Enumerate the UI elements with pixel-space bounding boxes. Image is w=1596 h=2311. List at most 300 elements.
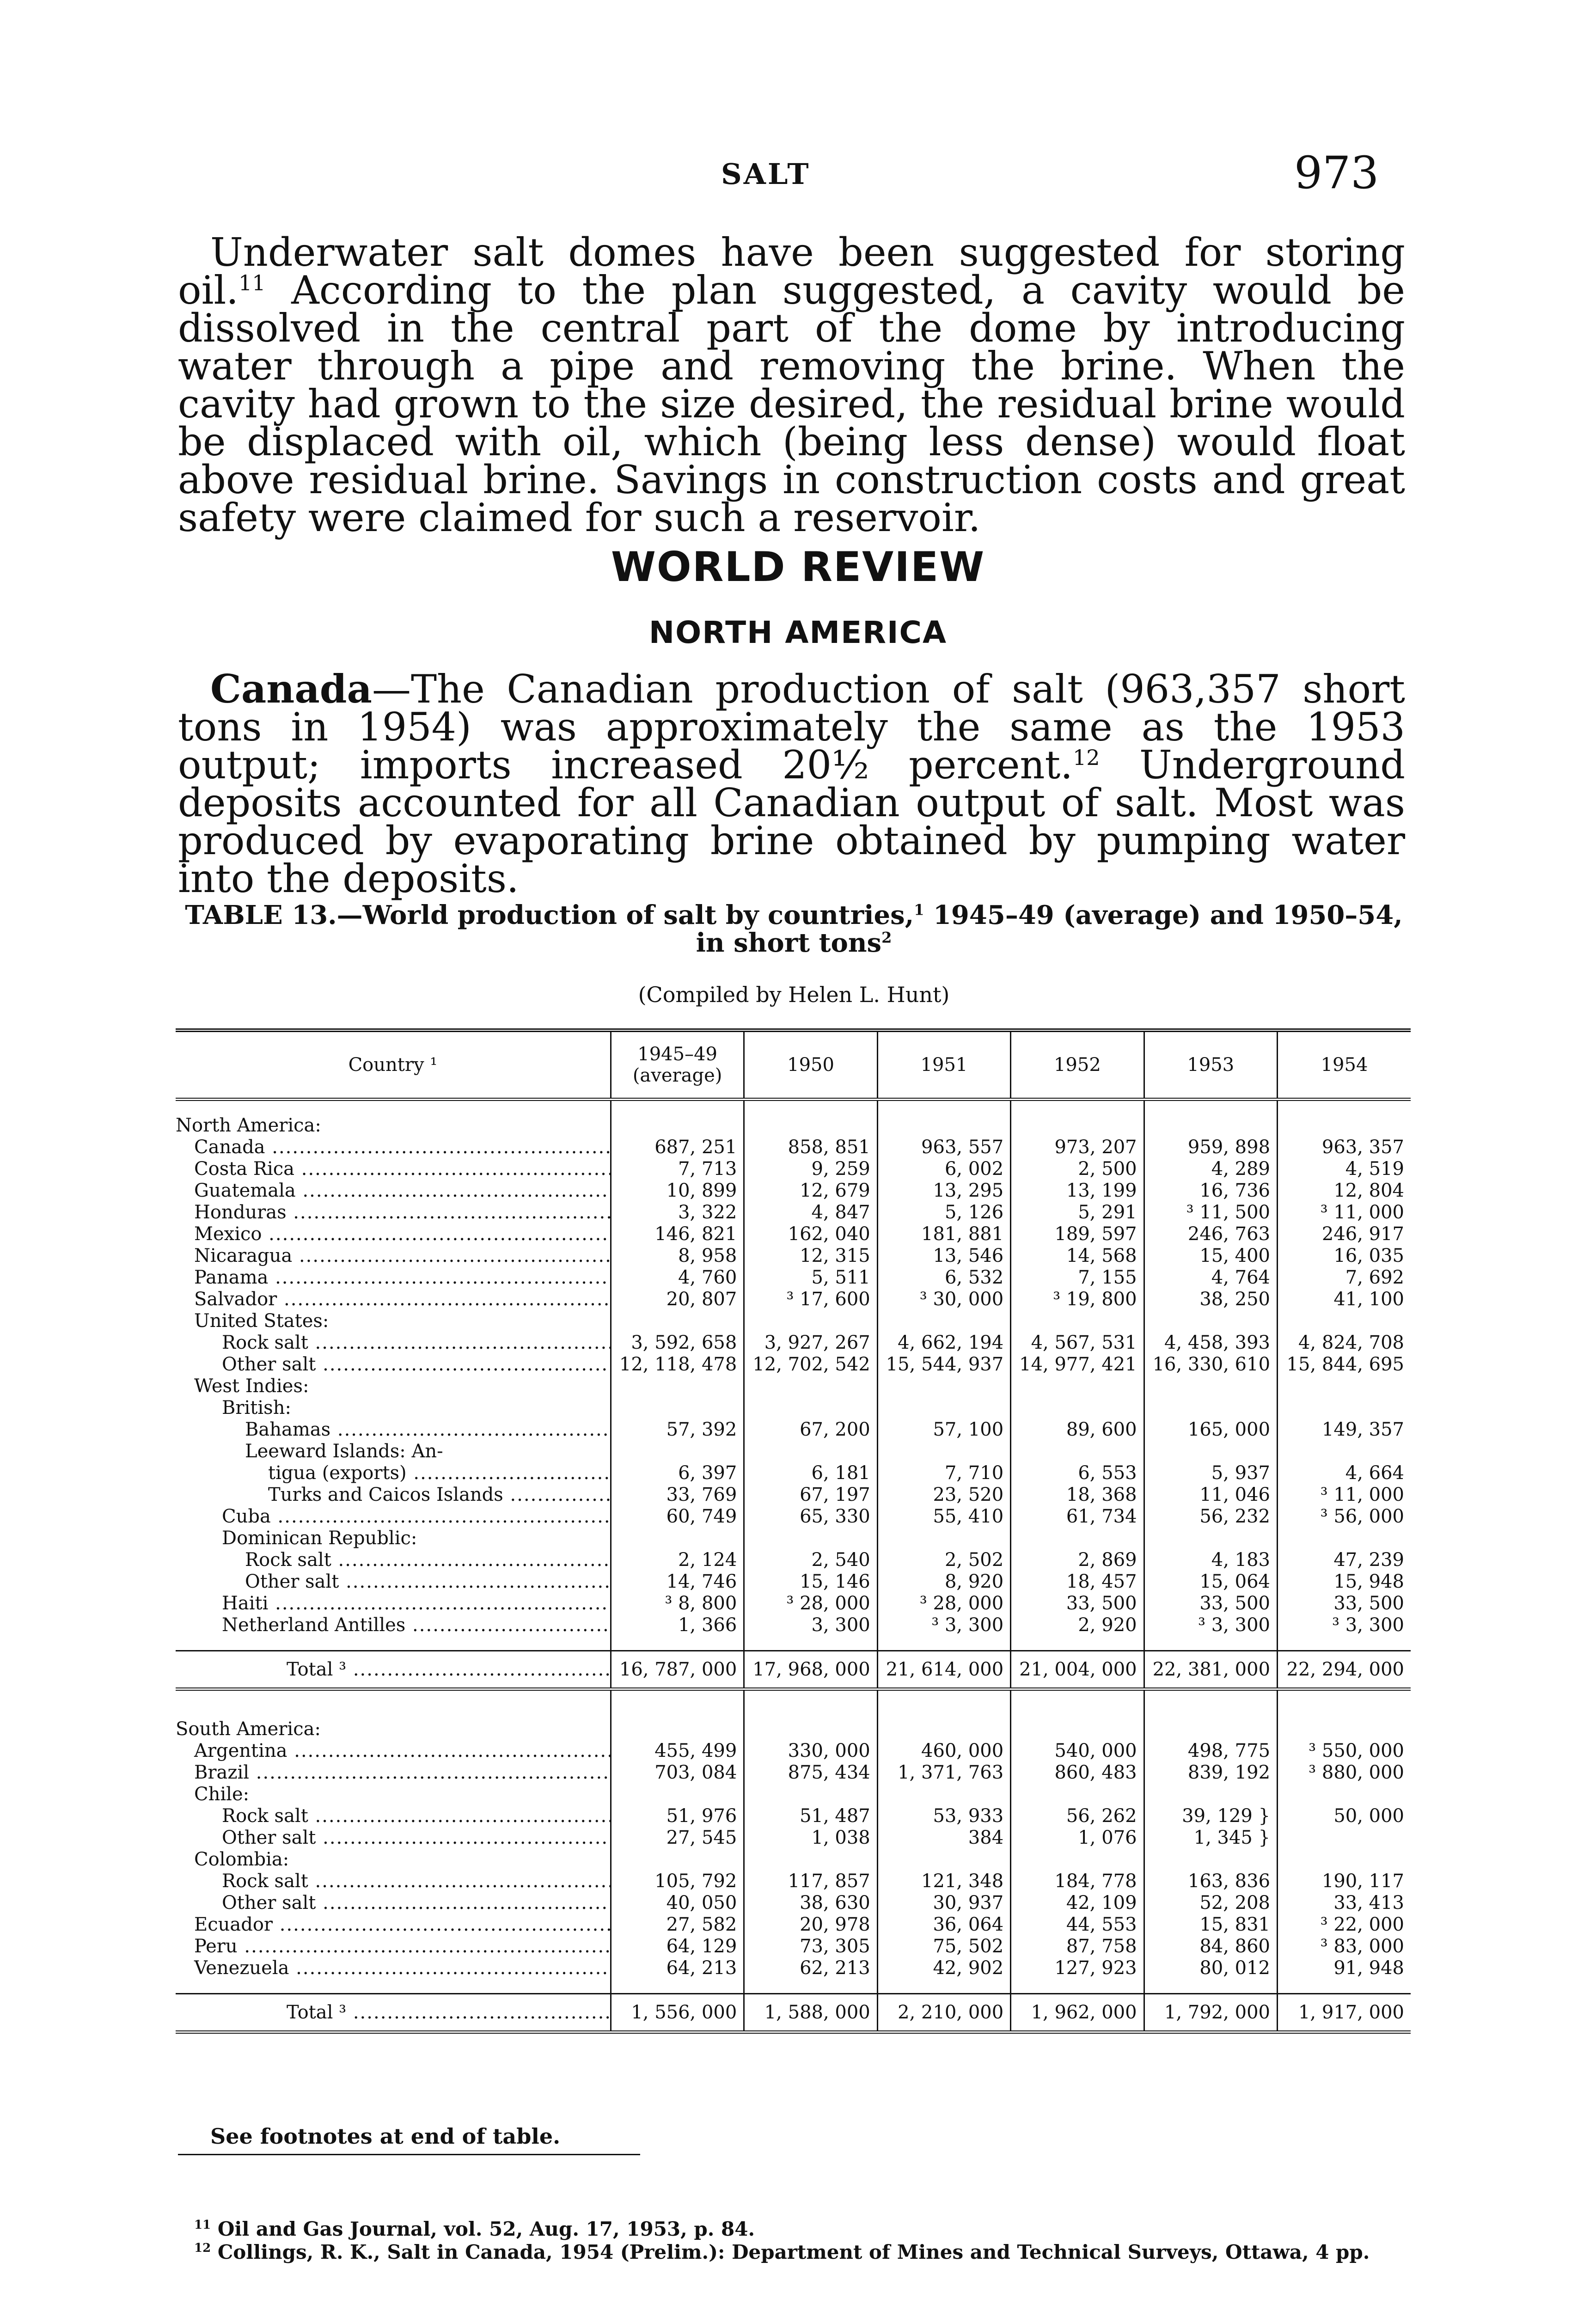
- footnote-11-num: 11: [194, 2218, 211, 2232]
- row-label-text: Total ³ .....: [287, 2002, 611, 2023]
- value-cell: [1011, 1718, 1144, 1740]
- value-cell: 3, 927, 267: [744, 1332, 877, 1354]
- value-cell: 16, 330, 610: [1144, 1354, 1277, 1376]
- value-cell: ³ 8, 800: [611, 1593, 744, 1614]
- spacer-row: [176, 1100, 1411, 1115]
- row-label: [176, 1957, 611, 1979]
- table-header-row: [176, 1030, 1411, 1100]
- group-heading-row: [176, 1376, 1411, 1397]
- row-label: [176, 1376, 611, 1397]
- value-cell: 1, 588, 000: [744, 1994, 877, 2032]
- row-label-text: tigua (exports) .....: [268, 1462, 611, 1484]
- value-cell: [877, 1376, 1010, 1397]
- value-cell: [611, 1718, 744, 1740]
- row-label-text: Total ³ .....: [287, 1659, 611, 1680]
- row-label: [176, 1419, 611, 1441]
- table-row: [176, 1202, 1411, 1223]
- value-cell: 64, 129: [611, 1936, 744, 1957]
- value-cell: 27, 582: [611, 1914, 744, 1936]
- row-label: [176, 1115, 611, 1137]
- value-cell: [611, 1441, 744, 1462]
- value-cell: 6, 002: [877, 1158, 1010, 1180]
- value-cell: 14, 568: [1011, 1245, 1144, 1267]
- value-cell: [611, 1849, 744, 1871]
- row-label-text: British:: [222, 1397, 291, 1418]
- value-cell: [744, 1115, 877, 1137]
- value-cell: [1278, 1784, 1411, 1805]
- row-label: [176, 1289, 611, 1310]
- value-cell: 165, 000: [1144, 1419, 1277, 1441]
- row-label: [176, 1740, 611, 1762]
- table-row: [176, 1354, 1411, 1376]
- value-cell: 42, 109: [1011, 1892, 1144, 1914]
- value-cell: 75, 502: [877, 1936, 1010, 1957]
- footnote-ref-12[interactable]: 12: [1072, 745, 1100, 770]
- row-label: [176, 1528, 611, 1549]
- value-cell: [611, 1784, 744, 1805]
- value-cell: 12, 679: [744, 1180, 877, 1202]
- group-heading-row: [176, 1528, 1411, 1549]
- row-label: [176, 1484, 611, 1506]
- value-cell: 1, 345 }: [1144, 1827, 1277, 1849]
- value-cell: [611, 1310, 744, 1332]
- value-cell: 4, 760: [611, 1267, 744, 1289]
- value-cell: 460, 000: [877, 1740, 1010, 1762]
- row-label-text: Other salt .....: [222, 1827, 611, 1848]
- value-cell: 15, 831: [1144, 1914, 1277, 1936]
- row-label: [176, 1202, 611, 1223]
- value-cell: 2, 210, 000: [877, 1994, 1010, 2032]
- row-label-text: Honduras .....: [194, 1202, 611, 1223]
- table-row: [176, 1740, 1411, 1762]
- table-row: [176, 1827, 1411, 1849]
- value-cell: [611, 1376, 744, 1397]
- value-cell: 162, 040: [744, 1223, 877, 1245]
- value-cell: 105, 792: [611, 1871, 744, 1892]
- value-cell: 2, 124: [611, 1549, 744, 1571]
- value-cell: 4, 764: [1144, 1267, 1277, 1289]
- value-cell: 2, 502: [877, 1549, 1010, 1571]
- table-row: [176, 1484, 1411, 1506]
- value-cell: [1278, 1115, 1411, 1137]
- value-cell: 55, 410: [877, 1506, 1010, 1528]
- value-cell: [1144, 1310, 1277, 1332]
- value-cell: 14, 746: [611, 1571, 744, 1593]
- footnote-rule: [178, 2154, 640, 2155]
- value-cell: 15, 064: [1144, 1571, 1277, 1593]
- group-heading-row: [176, 1441, 1411, 1462]
- value-cell: 56, 262: [1011, 1805, 1144, 1827]
- row-label: [176, 1506, 611, 1528]
- value-cell: 384: [877, 1827, 1010, 1849]
- value-cell: 33, 769: [611, 1484, 744, 1506]
- value-cell: 47, 239: [1278, 1549, 1411, 1571]
- value-cell: [1278, 1528, 1411, 1549]
- value-cell: [877, 1784, 1010, 1805]
- value-cell: 13, 546: [877, 1245, 1010, 1267]
- value-cell: 56, 232: [1144, 1506, 1277, 1528]
- value-cell: 14, 977, 421: [1011, 1354, 1144, 1376]
- section-heading-world-review: WORLD REVIEW: [611, 543, 985, 591]
- group-heading-row: [176, 1115, 1411, 1137]
- value-cell: ³ 56, 000: [1278, 1506, 1411, 1528]
- row-label-text: United States:: [194, 1310, 329, 1332]
- table-title-fn1[interactable]: 1: [914, 901, 924, 919]
- value-cell: 18, 368: [1011, 1484, 1144, 1506]
- row-label: [176, 1158, 611, 1180]
- total-row: [176, 1651, 1411, 1689]
- value-cell: 146, 821: [611, 1223, 744, 1245]
- row-label-text: Rock salt .....: [245, 1549, 611, 1571]
- value-cell: 4, 662, 194: [877, 1332, 1010, 1354]
- value-cell: 2, 540: [744, 1549, 877, 1571]
- value-cell: [877, 1115, 1010, 1137]
- value-cell: 1, 038: [744, 1827, 877, 1849]
- header-1952: 1952: [1011, 1030, 1144, 1100]
- value-cell: 8, 920: [877, 1571, 1010, 1593]
- table-row: [176, 1419, 1411, 1441]
- table-row: [176, 1180, 1411, 1202]
- value-cell: [1011, 1849, 1144, 1871]
- value-cell: [1144, 1115, 1277, 1137]
- value-cell: [1278, 1441, 1411, 1462]
- row-label: [176, 1827, 611, 1849]
- value-cell: ³ 11, 500: [1144, 1202, 1277, 1223]
- row-label-text: Salvador .....: [194, 1289, 611, 1310]
- value-cell: [1144, 1397, 1277, 1419]
- table-row: [176, 1957, 1411, 1979]
- row-label: [176, 1245, 611, 1267]
- value-cell: [1011, 1115, 1144, 1137]
- table-row: [176, 1549, 1411, 1571]
- value-cell: 50, 000: [1278, 1805, 1411, 1827]
- value-cell: ³ 550, 000: [1278, 1740, 1411, 1762]
- row-label-text: Netherland Antilles .....: [222, 1614, 611, 1636]
- value-cell: 44, 553: [1011, 1914, 1144, 1936]
- row-label: [176, 1332, 611, 1354]
- value-cell: 2, 920: [1011, 1614, 1144, 1636]
- canada-lead: Canada: [210, 666, 372, 712]
- value-cell: 67, 200: [744, 1419, 877, 1441]
- value-cell: ³ 19, 800: [1011, 1289, 1144, 1310]
- value-cell: [1011, 1784, 1144, 1805]
- canada-text-cont: Underground deposits accounted for all Canadian output of salt. Most was produced by evaporating brine obtained by pumping water into the deposits.: [178, 742, 1405, 901]
- value-cell: [744, 1784, 877, 1805]
- value-cell: 498, 775: [1144, 1740, 1277, 1762]
- value-cell: [744, 1441, 877, 1462]
- value-cell: ³ 28, 000: [744, 1593, 877, 1614]
- value-cell: 181, 881: [877, 1223, 1010, 1245]
- value-cell: [744, 1397, 877, 1419]
- value-cell: [744, 1718, 877, 1740]
- footnote-12: [194, 2242, 1396, 2263]
- row-label-text: Leeward Islands: An-: [245, 1441, 443, 1462]
- value-cell: 33, 500: [1278, 1593, 1411, 1614]
- value-cell: 3, 300: [744, 1614, 877, 1636]
- value-cell: 57, 392: [611, 1419, 744, 1441]
- intro-text: Underwater salt domes have been suggested for storing oil.: [178, 230, 1405, 313]
- row-label-text: Venezuela .....: [194, 1957, 611, 1979]
- row-label: [176, 1718, 611, 1740]
- value-cell: 127, 923: [1011, 1957, 1144, 1979]
- value-cell: 1, 366: [611, 1614, 744, 1636]
- value-cell: 67, 197: [744, 1484, 877, 1506]
- value-cell: 21, 004, 000: [1011, 1651, 1144, 1689]
- value-cell: [744, 1849, 877, 1871]
- table-row: [176, 1506, 1411, 1528]
- value-cell: 963, 357: [1278, 1137, 1411, 1158]
- value-cell: 5, 511: [744, 1267, 877, 1289]
- value-cell: 22, 294, 000: [1278, 1651, 1411, 1689]
- value-cell: 959, 898: [1144, 1137, 1277, 1158]
- value-cell: 40, 050: [611, 1892, 744, 1914]
- value-cell: 4, 183: [1144, 1549, 1277, 1571]
- value-cell: 5, 291: [1011, 1202, 1144, 1223]
- value-cell: 57, 100: [877, 1419, 1010, 1441]
- table-row: [176, 1936, 1411, 1957]
- row-label-text: Other salt .....: [222, 1354, 611, 1375]
- running-head: SALT: [721, 157, 811, 191]
- value-cell: 12, 315: [744, 1245, 877, 1267]
- value-cell: 121, 348: [877, 1871, 1010, 1892]
- table-row: [176, 1137, 1411, 1158]
- value-cell: [1278, 1849, 1411, 1871]
- value-cell: [1011, 1376, 1144, 1397]
- table-title: [178, 901, 1410, 957]
- intro-paragraph: [178, 230, 1405, 540]
- footnote-ref-11[interactable]: 11: [238, 270, 266, 295]
- row-label-text: Rock salt .....: [222, 1332, 611, 1353]
- group-heading-row: [176, 1784, 1411, 1805]
- table-title-b: 1945–49 (average) and 1950–54, in short tons: [696, 900, 1403, 958]
- value-cell: [1011, 1397, 1144, 1419]
- row-label: [176, 1892, 611, 1914]
- row-label-text: West Indies:: [194, 1376, 309, 1397]
- value-cell: 13, 199: [1011, 1180, 1144, 1202]
- value-cell: [1278, 1376, 1411, 1397]
- footnote-11-text: Oil and Gas Journal, vol. 52, Aug. 17, 1953, p. 84.: [217, 2218, 755, 2240]
- row-label: [176, 1871, 611, 1892]
- row-label-text: Guatemala .....: [194, 1180, 611, 1201]
- row-label: [176, 1762, 611, 1784]
- row-label-text: Other salt .....: [245, 1571, 611, 1592]
- value-cell: ³ 28, 000: [877, 1593, 1010, 1614]
- value-cell: [1144, 1849, 1277, 1871]
- value-cell: 190, 117: [1278, 1871, 1411, 1892]
- value-cell: 7, 710: [877, 1462, 1010, 1484]
- value-cell: 163, 836: [1144, 1871, 1277, 1892]
- value-cell: [1011, 1310, 1144, 1332]
- header-1953: 1953: [1144, 1030, 1277, 1100]
- value-cell: 52, 208: [1144, 1892, 1277, 1914]
- value-cell: [1278, 1718, 1411, 1740]
- value-cell: 4, 458, 393: [1144, 1332, 1277, 1354]
- table-title-fn2[interactable]: 2: [881, 929, 892, 947]
- value-cell: 13, 295: [877, 1180, 1010, 1202]
- group-heading-row: [176, 1310, 1411, 1332]
- row-label-text: Cuba .....: [222, 1506, 611, 1527]
- gap-row: [176, 1689, 1411, 1719]
- canada-paragraph: [178, 666, 1405, 901]
- value-cell: 15, 544, 937: [877, 1354, 1010, 1376]
- value-cell: 80, 012: [1144, 1957, 1277, 1979]
- value-cell: 9, 259: [744, 1158, 877, 1180]
- value-cell: 6, 553: [1011, 1462, 1144, 1484]
- table-row: [176, 1892, 1411, 1914]
- intro-text-cont: According to the plan suggested, a cavity would be dissolved in the central part of the dome by introducing water through a pipe and removing the brine. When the cavity had grown to the size desired, the residual brine would be displaced with oil, which (being less dense) would float above residual brine. Savings in construction costs and great safety were claimed for such a reservoir.: [178, 268, 1405, 540]
- value-cell: 84, 860: [1144, 1936, 1277, 1957]
- table-row: [176, 1289, 1411, 1310]
- value-cell: 27, 545: [611, 1827, 744, 1849]
- value-cell: 3, 592, 658: [611, 1332, 744, 1354]
- row-label-text: Costa Rica .....: [194, 1158, 611, 1180]
- row-label-text: Brazil .....: [194, 1762, 611, 1783]
- value-cell: 53, 933: [877, 1805, 1010, 1827]
- row-label-text: Mexico .....: [194, 1223, 611, 1245]
- row-label-text: Rock salt .....: [222, 1805, 611, 1827]
- value-cell: 16, 787, 000: [611, 1651, 744, 1689]
- value-cell: 2, 500: [1011, 1158, 1144, 1180]
- value-cell: [744, 1310, 877, 1332]
- row-label: [176, 1441, 611, 1462]
- value-cell: 455, 499: [611, 1740, 744, 1762]
- value-cell: 23, 520: [877, 1484, 1010, 1506]
- value-cell: 20, 807: [611, 1289, 744, 1310]
- value-cell: 7, 692: [1278, 1267, 1411, 1289]
- group-heading-row: [176, 1397, 1411, 1419]
- value-cell: [744, 1528, 877, 1549]
- group-heading-row: [176, 1718, 1411, 1740]
- row-label-text: North America:: [176, 1115, 321, 1136]
- table-row: [176, 1245, 1411, 1267]
- value-cell: ³ 3, 300: [1278, 1614, 1411, 1636]
- value-cell: 11, 046: [1144, 1484, 1277, 1506]
- value-cell: [1144, 1528, 1277, 1549]
- footnote-12-num: 12: [194, 2241, 211, 2255]
- value-cell: 62, 213: [744, 1957, 877, 1979]
- value-cell: 61, 734: [1011, 1506, 1144, 1528]
- value-cell: 117, 857: [744, 1871, 877, 1892]
- value-cell: 30, 937: [877, 1892, 1010, 1914]
- footnote-11: [194, 2219, 1396, 2240]
- table-body: [176, 1100, 1411, 2032]
- value-cell: 7, 713: [611, 1158, 744, 1180]
- value-cell: 4, 824, 708: [1278, 1332, 1411, 1354]
- row-label-text: South America:: [176, 1718, 321, 1740]
- row-label: [176, 1784, 611, 1805]
- value-cell: 839, 192: [1144, 1762, 1277, 1784]
- value-cell: [1144, 1441, 1277, 1462]
- value-cell: [611, 1397, 744, 1419]
- spacer-row: [176, 1979, 1411, 1994]
- row-label-text: Dominican Republic:: [222, 1528, 417, 1549]
- header-1950: 1950: [744, 1030, 877, 1100]
- value-cell: 6, 181: [744, 1462, 877, 1484]
- group-heading-row: [176, 1849, 1411, 1871]
- value-cell: 33, 500: [1144, 1593, 1277, 1614]
- value-cell: 1, 792, 000: [1144, 1994, 1277, 2032]
- value-cell: 12, 702, 542: [744, 1354, 877, 1376]
- row-label-text: Peru .....: [194, 1936, 611, 1957]
- value-cell: 15, 844, 695: [1278, 1354, 1411, 1376]
- value-cell: 20, 978: [744, 1914, 877, 1936]
- row-label: [176, 1936, 611, 1957]
- value-cell: ³ 83, 000: [1278, 1936, 1411, 1957]
- header-1954: 1954: [1278, 1030, 1411, 1100]
- row-label: [176, 1994, 611, 2032]
- table-title-a: TABLE 13.—World production of salt by countries,: [185, 900, 914, 930]
- value-cell: [1011, 1441, 1144, 1462]
- page-number: 973: [1294, 147, 1379, 199]
- section-heading-north-america: NORTH AMERICA: [648, 615, 948, 650]
- value-cell: [877, 1397, 1010, 1419]
- value-cell: [1011, 1528, 1144, 1549]
- value-cell: 60, 749: [611, 1506, 744, 1528]
- table-row: [176, 1871, 1411, 1892]
- value-cell: 6, 397: [611, 1462, 744, 1484]
- value-cell: 15, 948: [1278, 1571, 1411, 1593]
- header-1945-49: 1945–49 (average): [611, 1030, 744, 1100]
- value-cell: ³ 30, 000: [877, 1289, 1010, 1310]
- row-label-text: Chile:: [194, 1784, 250, 1805]
- production-table: [176, 1028, 1411, 2034]
- table-compiled-by: (Compiled by Helen L. Hunt): [638, 982, 950, 1007]
- value-cell: [877, 1718, 1010, 1740]
- row-label: [176, 1651, 611, 1689]
- value-cell: 17, 968, 000: [744, 1651, 877, 1689]
- value-cell: ³ 3, 300: [1144, 1614, 1277, 1636]
- value-cell: 12, 804: [1278, 1180, 1411, 1202]
- value-cell: [1278, 1310, 1411, 1332]
- row-label-text: Nicaragua .....: [194, 1245, 611, 1266]
- row-label-text: Panama .....: [194, 1267, 611, 1288]
- table-row: [176, 1462, 1411, 1484]
- value-cell: 963, 557: [877, 1137, 1010, 1158]
- value-cell: 42, 902: [877, 1957, 1010, 1979]
- value-cell: 5, 126: [877, 1202, 1010, 1223]
- value-cell: 860, 483: [1011, 1762, 1144, 1784]
- value-cell: [877, 1849, 1010, 1871]
- value-cell: [877, 1441, 1010, 1462]
- row-label-text: Other salt .....: [222, 1892, 611, 1914]
- value-cell: 16, 035: [1278, 1245, 1411, 1267]
- value-cell: 703, 084: [611, 1762, 744, 1784]
- table-row: [176, 1914, 1411, 1936]
- row-label: [176, 1914, 611, 1936]
- row-label-text: Rock salt .....: [222, 1871, 611, 1892]
- header-1951: 1951: [877, 1030, 1010, 1100]
- table-row: [176, 1762, 1411, 1784]
- value-cell: 189, 597: [1011, 1223, 1144, 1245]
- value-cell: 36, 064: [877, 1914, 1010, 1936]
- value-cell: 330, 000: [744, 1740, 877, 1762]
- value-cell: 4, 519: [1278, 1158, 1411, 1180]
- value-cell: 8, 958: [611, 1245, 744, 1267]
- value-cell: 4, 567, 531: [1011, 1332, 1144, 1354]
- value-cell: 87, 758: [1011, 1936, 1144, 1957]
- canada-text: —The Canadian production of salt (963,357 short tons in 1954) was approximately the same as the 1953 output; imports increased 20½ percent.: [178, 666, 1405, 788]
- table-row: [176, 1267, 1411, 1289]
- table-row: [176, 1223, 1411, 1245]
- row-label: [176, 1805, 611, 1827]
- value-cell: 1, 556, 000: [611, 1994, 744, 2032]
- value-cell: 64, 213: [611, 1957, 744, 1979]
- value-cell: 51, 976: [611, 1805, 744, 1827]
- value-cell: ³ 3, 300: [877, 1614, 1010, 1636]
- see-footnotes-note: See footnotes at end of table.: [210, 2124, 561, 2149]
- row-label: [176, 1267, 611, 1289]
- table-row: [176, 1571, 1411, 1593]
